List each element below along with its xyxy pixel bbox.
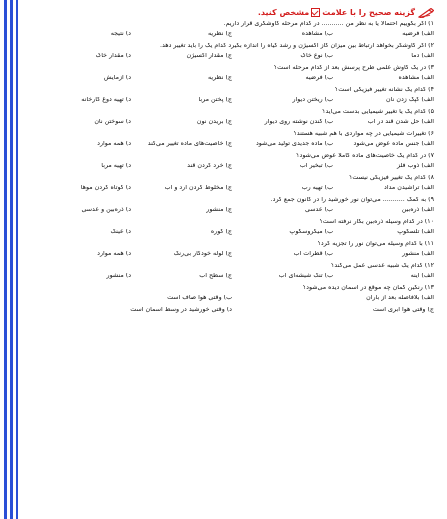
option[interactable]: ج) نظریه <box>207 31 232 37</box>
question-list <box>30 21 440 305</box>
option[interactable]: د) وقتی خورشید در وسط آسمان است <box>130 307 232 313</box>
option[interactable]: ب) تبخیر آب <box>299 163 333 169</box>
option[interactable]: ب) فرضیه <box>305 75 333 81</box>
question-text: ۱) اگر بگوییم احتمالاً یا به نظر من ........... در کدام مرحله کاوشگری قرار داریم. <box>223 21 434 27</box>
option[interactable]: ب) ماده جدیدی تولید می‌شود <box>255 141 333 147</box>
option[interactable]: د) تهیه دوغ کارخانه <box>81 97 131 103</box>
question-2 <box>30 43 440 63</box>
option[interactable]: ب) کندن نوشته روی دیوار <box>264 119 333 125</box>
question-text: ۶) تغییرات شیمیایی در چه مواردی با هم شبیه هستند؟ <box>293 131 434 137</box>
question-4 <box>30 87 440 107</box>
option[interactable]: ب) مشاهده <box>301 31 333 37</box>
question-10 <box>30 219 440 239</box>
question-3 <box>30 65 440 85</box>
option[interactable]: الف) ذره‌بین <box>401 207 434 213</box>
option[interactable]: ج) خرد کردن قند <box>187 163 232 169</box>
instruction-header <box>30 6 440 19</box>
option[interactable]: ج) منشور <box>206 207 232 213</box>
margin-bar <box>4 0 7 519</box>
question-8 <box>30 175 440 195</box>
question-text: ۱۱) با کدام وسیله می‌توان نور را تجزیه کرد؟ <box>317 241 434 247</box>
option[interactable]: ب) وقتی هوا صاف است <box>167 295 232 301</box>
margin-bar <box>10 0 13 519</box>
option[interactable]: الف) آینه <box>410 273 434 279</box>
option[interactable]: د) تهیه مربا <box>101 163 131 169</box>
question-text: ۵) کدام یک یا تغییر شیمیایی بدست می‌آید؟ <box>322 109 434 115</box>
question-7 <box>30 153 440 173</box>
options-row <box>30 141 440 151</box>
left-margin-bars <box>0 0 24 519</box>
option[interactable]: الف) مشاهده <box>398 75 434 81</box>
option[interactable]: الف) کپک زدن نان <box>386 97 434 103</box>
option[interactable]: ج) سطح آب <box>199 273 232 279</box>
options-row <box>30 185 440 195</box>
header-text-2: مشخص کنید. <box>257 7 310 17</box>
question-text: ۴) کدام یک نشانه تغییر فیزیکی است؟ <box>334 87 434 93</box>
question-1 <box>30 21 440 41</box>
question-text: ۱۲) کدام یک شبیه عدسی عمل می‌کند؟ <box>331 263 434 269</box>
option[interactable]: ج) پختن مربا <box>198 97 232 103</box>
question-11 <box>30 241 440 261</box>
option[interactable]: ج) نظریه <box>207 75 232 81</box>
option[interactable]: الف) منشور <box>402 251 434 257</box>
header-text-1: گزینه صحیح را با علامت <box>322 7 415 17</box>
option[interactable]: د) سوختن نان <box>94 119 131 125</box>
question-text: ۲) اگر کاوشگر بخواهد ارتباط بین میزان گاز اکسیژن و رشد گیاه را اندازه بگیرد کدام یک را باید تغییر دهد. <box>159 43 434 49</box>
question-13 <box>30 285 440 305</box>
options-row <box>30 273 440 283</box>
option[interactable]: ج) خاصیت‌های ماده تغییر می‌کند <box>147 141 232 147</box>
option[interactable]: ب) نوع خاک <box>300 53 333 59</box>
option[interactable]: الف) بلافاصله بعد از باران <box>366 295 434 301</box>
option[interactable]: د) همه موارد <box>97 251 131 257</box>
options-row <box>30 53 440 63</box>
options-row <box>30 207 440 217</box>
option[interactable]: ج) وقتی هوا ابری است <box>372 307 434 313</box>
option[interactable]: الف) دما <box>411 53 434 59</box>
option[interactable]: د) کوتاه کردن موها <box>80 185 131 191</box>
option[interactable]: ج) لوله خودکار بی‌رنگ <box>173 251 232 257</box>
options-row <box>30 295 440 305</box>
question-text: ۳) در یک کاوش علمی طرح پرسش بعد از کدام مرحله است؟ <box>273 65 434 71</box>
worksheet <box>30 6 440 516</box>
option[interactable]: الف) ذوب فلز <box>397 163 434 169</box>
option[interactable]: د) همه موارد <box>97 141 131 147</box>
option[interactable]: ب) تهیه رب <box>301 185 333 191</box>
options-row <box>30 119 440 129</box>
question-9 <box>30 197 440 217</box>
option[interactable]: د) نتیجه <box>110 31 131 37</box>
options-row <box>30 229 440 239</box>
option[interactable]: ج) کوره <box>210 229 232 235</box>
option[interactable]: الف) فرضیه <box>402 31 434 37</box>
option[interactable]: ب) ریختن دیوار <box>292 97 333 103</box>
checkbox-icon <box>311 8 320 17</box>
option[interactable]: ب) قطرات آب <box>293 251 333 257</box>
question-text: ۱۰) در کدام وسیله ذره‌بین بکار نرفته است؟ <box>319 219 434 225</box>
option[interactable]: الف) جنس ماده عوض می‌شود <box>353 141 434 147</box>
option[interactable]: د) منشور <box>106 273 131 279</box>
question-text: ۷) در کدام یک خاصیت‌های ماده کاملا عوض می‌شود؟ <box>296 153 434 159</box>
question-6 <box>30 131 440 151</box>
pen-icon <box>418 8 434 18</box>
option[interactable]: الف) تراشیدن مداد <box>384 185 434 191</box>
options-row <box>30 31 440 41</box>
option[interactable]: ج) مخلوط کردن آرد و آب <box>164 185 232 191</box>
question-text: ۹) به کمک ........... می‌توان نور خورشید را در کانون جمع کرد. <box>270 197 434 203</box>
question-text: ۱۳) رنگین کمان چه موقع در آسمان دیده می‌شود؟ <box>302 285 434 291</box>
option[interactable]: ب) عدسی <box>305 207 333 213</box>
option[interactable]: ج) بریدن نون <box>196 119 232 125</box>
option[interactable]: ج) مقدار اکسیژن <box>186 53 232 59</box>
option[interactable]: د) آزمایش <box>103 75 131 81</box>
question-5 <box>30 109 440 129</box>
option[interactable]: د) ذره‌بین و عدسی <box>81 207 131 213</box>
question-text: ۸) کدام یک تغییر فیزیکی نیست؟ <box>349 175 434 181</box>
options-row <box>30 97 440 107</box>
options-row <box>30 251 440 261</box>
option[interactable]: ب) میکروسکوپ <box>289 229 333 235</box>
options-row <box>30 163 440 173</box>
option[interactable]: الف) حل شدن قند در آب <box>367 119 434 125</box>
option[interactable]: د) مقدار خاک <box>95 53 131 59</box>
margin-bar <box>16 0 18 519</box>
option[interactable]: د) عینک <box>110 229 131 235</box>
option[interactable]: ب) تنگ شیشه‌ای آب <box>278 273 333 279</box>
options-row <box>30 75 440 85</box>
option[interactable]: الف) تلسکوپ <box>397 229 434 235</box>
extra-options-row <box>30 307 440 317</box>
question-12 <box>30 263 440 283</box>
